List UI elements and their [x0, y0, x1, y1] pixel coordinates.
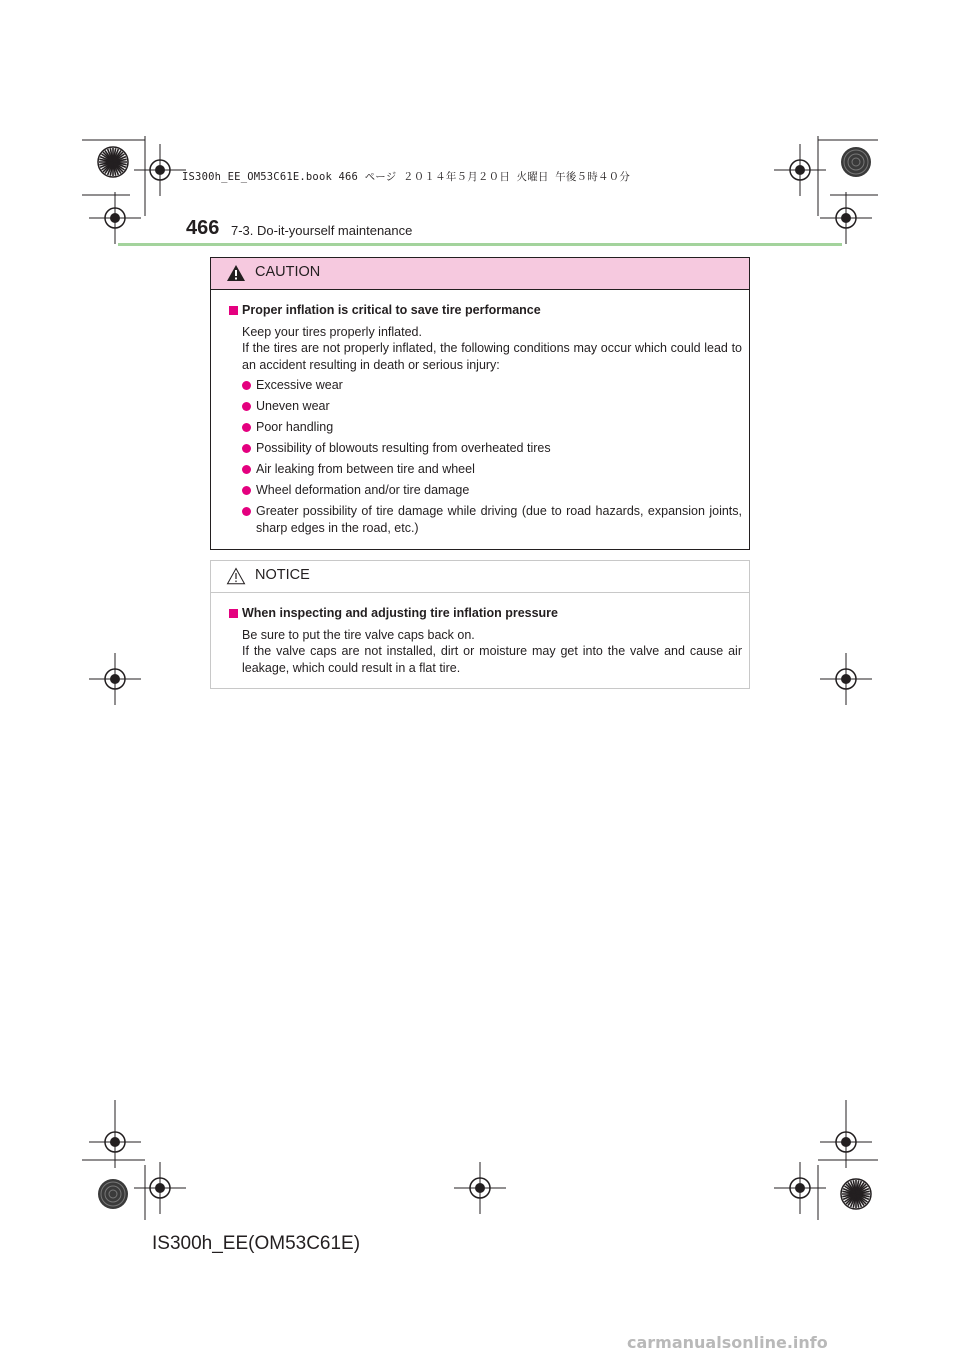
notice-topic-text: When inspecting and adjusting tire inflation pressure: [242, 606, 559, 620]
notice-body: [211, 593, 749, 676]
list-item-text: Poor handling: [256, 420, 334, 434]
caution-paragraph: If the tires are not properly inflated, the following conditions may occur which could lead to an accident resulting in death or serious injury:: [242, 341, 742, 372]
list-item: [242, 461, 742, 478]
list-item-text: Air leaking from between tire and wheel: [256, 462, 475, 476]
notice-paragraph: If the valve caps are not installed, dirt or moisture may get into the valve and cause air leakage, which could result in a flat tire.: [242, 644, 742, 675]
notice-title: NOTICE: [255, 567, 310, 583]
caution-header: [211, 258, 749, 290]
bullet-dot-icon: [242, 381, 251, 390]
square-bullet-icon: [229, 306, 238, 315]
caution-box: [210, 257, 750, 550]
list-item-text: Excessive wear: [256, 378, 343, 392]
warning-triangle-outline-icon: [226, 567, 246, 585]
list-item: [242, 377, 742, 394]
bullet-dot-icon: [242, 486, 251, 495]
notice-topic: [229, 605, 742, 622]
page-number: 466: [186, 217, 220, 239]
bullet-dot-icon: [242, 444, 251, 453]
list-item-text: Possibility of blowouts resulting from overheated tires: [256, 441, 551, 455]
list-item: [242, 503, 742, 536]
bullet-dot-icon: [242, 402, 251, 411]
notice-paragraph: Be sure to put the tire valve caps back on.: [242, 627, 475, 642]
caution-paragraph: Keep your tires properly inflated.: [242, 324, 422, 339]
bullet-dot-icon: [242, 507, 251, 516]
bullet-dot-icon: [242, 465, 251, 474]
bullet-dot-icon: [242, 423, 251, 432]
list-item-text: Uneven wear: [256, 399, 330, 413]
list-item: [242, 398, 742, 415]
caution-title: CAUTION: [255, 264, 321, 280]
watermark-text[interactable]: carmanualsonline.info: [627, 1333, 828, 1352]
notice-header: [211, 561, 749, 593]
caution-topic-text: Proper inflation is critical to save tire performance: [242, 303, 541, 317]
notice-box: [210, 560, 750, 689]
section-title: 7-3. Do-it-yourself maintenance: [231, 223, 413, 238]
list-item: [242, 482, 742, 499]
list-item-text: Greater possibility of tire damage while driving (due to road hazards, expansion joints, sharp edges in the road, etc.): [256, 504, 742, 535]
square-bullet-icon: [229, 609, 238, 618]
list-item: [242, 440, 742, 457]
list-item-text: Wheel deformation and/or tire damage: [256, 483, 470, 497]
caution-body: [211, 290, 749, 536]
print-info: IS300h_EE_OM53C61E.book 466 ページ ２０１４年５月２０日 火曜日 午後５時４０分: [182, 171, 631, 183]
model-code: IS300h_EE(OM53C61E): [152, 1233, 361, 1254]
caution-list: [242, 377, 742, 536]
list-item: [242, 419, 742, 436]
warning-triangle-icon: [226, 264, 246, 282]
header-rule: [118, 243, 842, 246]
watermark-link[interactable]: [613, 1330, 960, 1358]
caution-topic: [229, 302, 742, 319]
